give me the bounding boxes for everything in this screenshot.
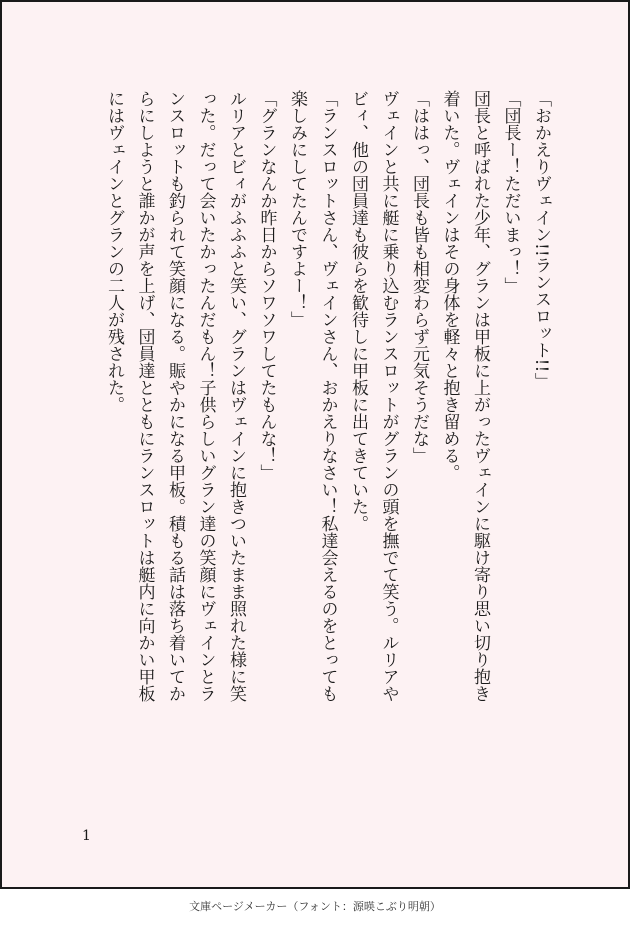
- text-line: った。だって会いたかったんだもん！子供らしいグラン達の笑顔にヴェインとラ: [195, 90, 216, 702]
- text-line: 「グランなんか昨日からソワソワしてたもんな！」: [256, 90, 277, 481]
- text-line: 着いた。ヴェインはその身体を軽々と抱き留める。: [439, 90, 460, 481]
- footer-credit: 文庫ページメーカー（フォント：源暎こぶり明朝）: [189, 900, 441, 913]
- text-line: らにしようと誰かが声を上げ、団員達とともにランスロットは艇内に向かい甲板: [134, 90, 155, 702]
- text-line: ンスロットも釣られて笑顔になる。賑やかになる甲板。積もる話は落ち着いてか: [165, 90, 185, 702]
- text-line: ビィ、他の団員達も彼らを歓待しに甲板に出てきていた。: [348, 90, 368, 532]
- vertical-text-body: [76, 90, 556, 810]
- text-line: 団長と呼ばれた少年、グランは甲板に上がったヴェインに駆け寄り思い切り抱き: [470, 90, 490, 702]
- text-line: 「団長ー！ただいまっ！」: [500, 90, 521, 294]
- text-line: 楽しみにしてたんですよー！」: [287, 90, 307, 328]
- text-line: 「おかえりヴェイン!!ランスロット!!」: [531, 90, 551, 390]
- text-line: ルリアとビィがふふふと笑い、グランはヴェインに抱きついたまま照れた様に笑: [226, 90, 246, 702]
- text-line: 「ははっ、団長も皆も相変わらず元気そうだな」: [409, 90, 429, 464]
- page-number: 1: [82, 828, 91, 844]
- text-line: 「ランスロットさん、ヴェインさん、おかえりなさい！私達会えるのをとっても: [317, 90, 338, 702]
- text-line: ヴェインと共に艇に乗り込むランスロットがグランの頭を撫でて笑う。ルリアや: [378, 90, 399, 702]
- text-line: にはヴェインとグランの二人が残された。: [104, 90, 124, 413]
